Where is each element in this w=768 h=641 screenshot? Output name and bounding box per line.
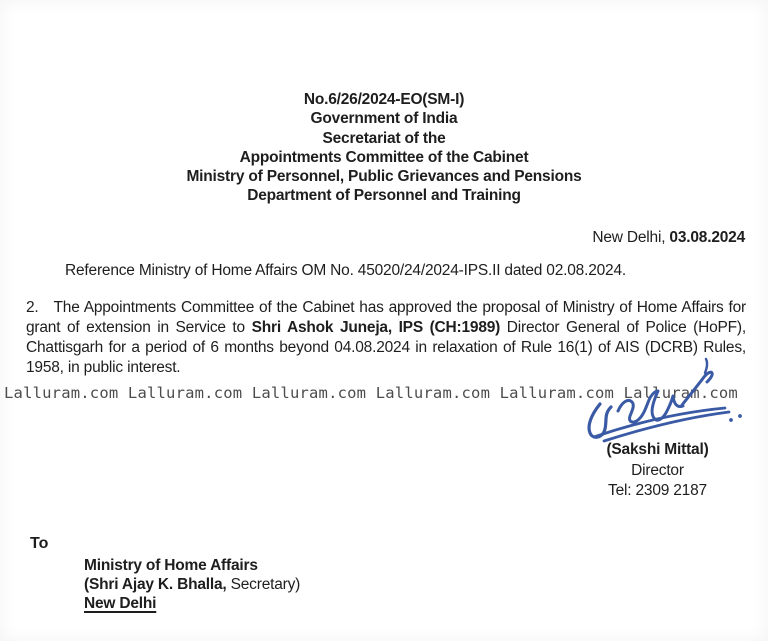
paragraph-text-before: The Appointments Committee of the Cabinet has approved the proposal of Ministry of Home Affairs for grant of extension in Service to [26,299,746,336]
header-line-govt: Government of India [310,110,458,128]
paragraph-number: 2. [26,299,39,316]
letter-header [0,90,768,206]
handwritten-signature-icon [578,350,763,448]
addressee-person-role: Secretary) [226,576,301,593]
header-line-secretariat: Secretariat of the [322,129,446,147]
place-date-line [0,229,745,247]
signatory-telephone: Tel: 2309 2187 [608,482,707,499]
addressee-city: New Delhi [84,595,157,612]
file-reference-number: No.6/26/2024-EO(SM-I) [303,91,465,108]
paragraph-text-after: Director General of Police (HoPF), Chattisgarh for a period of 6 months beyond 04.08.2024 in relaxation of Rule 16(1) of AIS (DCRB) Rules, 1958, in public interest. [26,319,746,376]
header-line-ministry: Ministry of Personnel, Public Grievances and Pensions [186,168,582,186]
addressee-person-name: (Shri Ajay K. Bhalla, [84,576,227,593]
to-label: To [30,535,49,552]
addressee-block [84,556,300,613]
letter-date: 03.08.2024 [669,229,745,246]
reference-line: Reference Ministry of Home Affairs OM No. 45020/24/2024-IPS.II dated 02.08.2024. [65,262,626,279]
signatory-block [570,440,745,502]
addressee-organisation: Ministry of Home Affairs [84,557,258,574]
officer-name-bold: Shri Ashok Juneja, IPS (CH:1989) [251,319,501,336]
signatory-designation: Director [631,461,684,479]
header-line-committee: Appointments Committee of the Cabinet [239,148,529,166]
header-line-department: Department of Personnel and Training [247,187,521,205]
signatory-name: (Sakshi Mittal) [606,441,709,458]
site-watermark: Lalluram.com Lalluram.com Lalluram.com Lalluram.com Lalluram.com Lalluram.com [4,384,738,402]
place-label: New Delhi, [592,229,670,246]
addressee-person-line [84,575,300,594]
